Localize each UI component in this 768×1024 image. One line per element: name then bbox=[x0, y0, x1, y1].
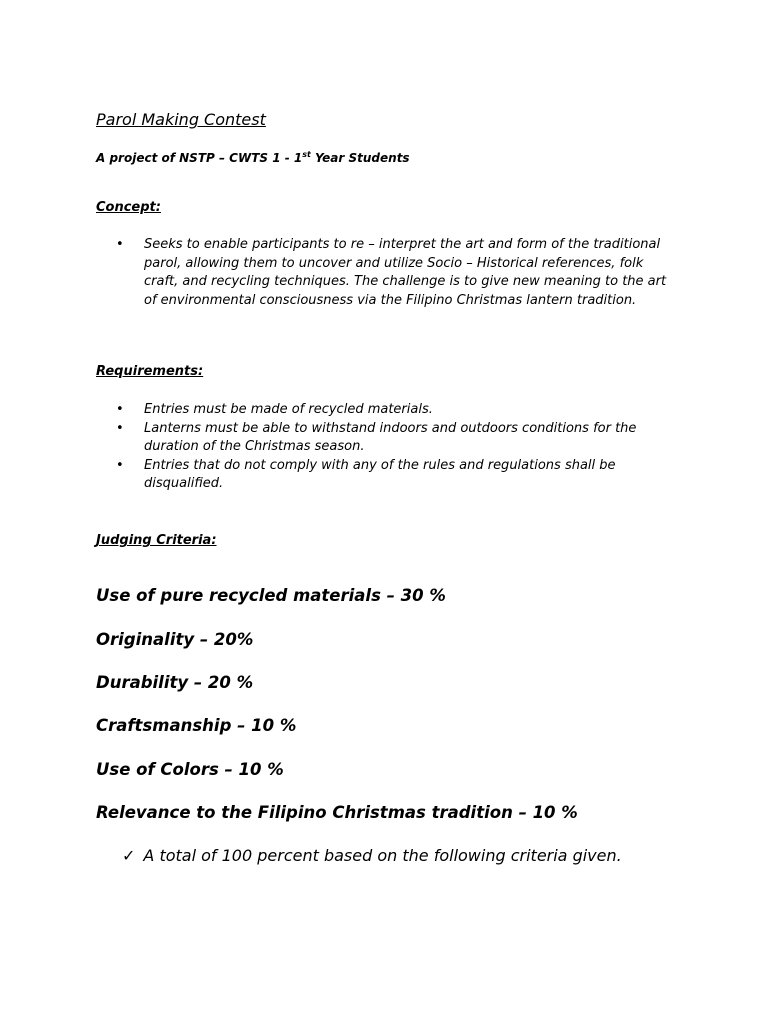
criterion-use-of-colors: Use of Colors – 10 % bbox=[96, 760, 284, 779]
criterion-relevance: Relevance to the Filipino Christmas tradition – 10 % bbox=[96, 803, 578, 822]
document-subtitle bbox=[96, 150, 410, 165]
total-note-text: A total of 100 percent based on the following criteria given. bbox=[143, 846, 622, 865]
checkmark-icon: ✓ bbox=[122, 846, 136, 865]
requirements-heading: Requirements: bbox=[96, 364, 204, 379]
judging-heading: Judging Criteria: bbox=[96, 533, 217, 548]
total-note bbox=[122, 846, 622, 865]
bullet-icon: • bbox=[116, 402, 124, 417]
criterion-originality: Originality – 20% bbox=[96, 630, 254, 649]
list-item bbox=[116, 236, 676, 310]
subtitle-suffix: Year Students bbox=[310, 151, 410, 165]
list-item bbox=[116, 420, 656, 457]
list-item bbox=[116, 457, 656, 494]
bullet-icon: • bbox=[116, 420, 124, 436]
bullet-icon: • bbox=[116, 237, 124, 252]
requirement-text: Lanterns must be able to withstand indoors and outdoors conditions for the duration of the Christmas season. bbox=[144, 420, 637, 454]
criterion-recycled-materials: Use of pure recycled materials – 30 % bbox=[96, 586, 446, 605]
subtitle-prefix: A project of NSTP – CWTS 1 - 1 bbox=[96, 151, 303, 165]
requirements-list bbox=[116, 401, 656, 494]
requirement-text: Entries must be made of recycled materials. bbox=[144, 402, 433, 417]
subtitle-superscript: st bbox=[302, 150, 311, 159]
criterion-craftsmanship: Craftsmanship – 10 % bbox=[96, 716, 297, 735]
concept-list bbox=[116, 236, 676, 310]
list-item bbox=[116, 401, 656, 420]
concept-heading: Concept: bbox=[96, 200, 161, 215]
requirement-text: Entries that do not comply with any of the rules and regulations shall be disqualified. bbox=[144, 457, 616, 491]
criterion-durability: Durability – 20 % bbox=[96, 673, 254, 692]
concept-text: Seeks to enable participants to re – interpret the art and form of the traditional parol, allowing them to uncover and utilize Socio – Historical references, folk craft, and recycling techniques. The challenge is to give new meaning to the art of environmental consciousness via the Filipino Christmas lantern tradition. bbox=[144, 237, 667, 308]
bullet-icon: • bbox=[116, 457, 124, 473]
document-title: Parol Making Contest bbox=[96, 110, 266, 129]
